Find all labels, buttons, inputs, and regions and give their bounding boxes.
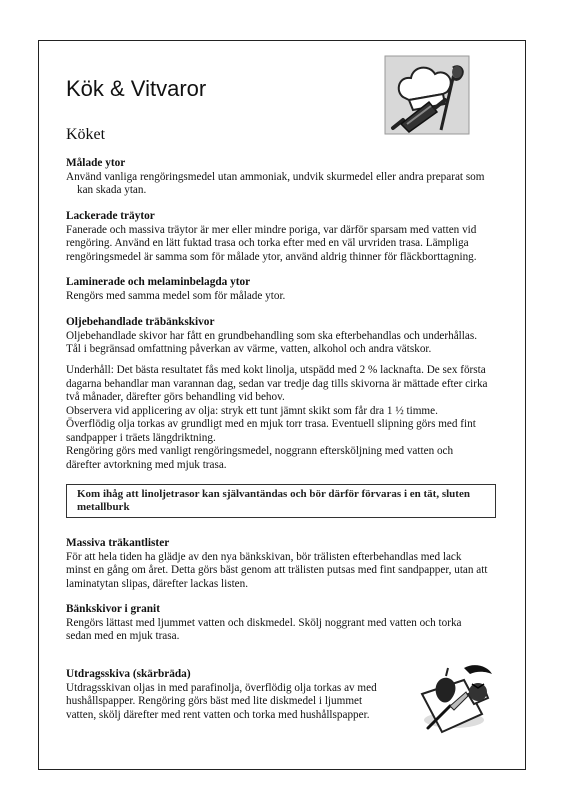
section-line: rengöringsmedel är samma som för målade ytor, använd aldrig thinner för fläckborttagning. <box>66 250 477 263</box>
section-line: Oljebehandlade skivor har fått en grundbehandling som ska efterbehandlas och underhållas. <box>66 329 478 342</box>
section-lackerade <box>66 210 498 264</box>
page-subtitle: Köket <box>66 126 106 143</box>
section-heading: Bänkskivor i granit <box>66 603 160 615</box>
section-line: laminatytan slipas, därefter lackas listen. <box>66 577 249 590</box>
section-line: vatten, skölj därefter med rent vatten och torka med hushållspapper. <box>66 708 370 721</box>
section-line: minst en gång om året. Detta görs bäst genom att trälisten putsas med fint sandpapper, utan att <box>66 564 488 576</box>
section-heading: Oljebehandlade träbänkskivor <box>66 316 215 328</box>
section-line: Överflödig olja torkas av grundligt med en mjuk torr trasa. Eventuell slipning görs med fint <box>66 418 476 430</box>
section-line: rengöring. Använd en lätt fuktad trasa och torka efter med en väl urvriden trasa. Lämpliga <box>66 237 469 249</box>
section-laminerade <box>66 276 498 303</box>
section-heading: Massiva träkantlister <box>66 537 170 549</box>
section-massiva <box>66 537 498 591</box>
section-heading: Lackerade träytor <box>66 210 155 222</box>
chef-hat-icon <box>383 54 471 136</box>
section-line: Tål i begränsad omfattning påverkan av värme, vatten, alkohol och andra vätskor. <box>66 343 432 355</box>
section-line: Utdragsskivan oljas in med parafinolja, överflödig olja torkas av med <box>66 681 377 694</box>
section-line: För att hela tiden ha glädje av den nya bänkskivan, bör trälisten efterbehandlas med lack <box>66 550 462 563</box>
section-malade <box>66 157 498 198</box>
section-line: två månader, därefter görs behandling vid behov. <box>66 391 285 403</box>
section-line: Rengöring görs med vanligt rengöringsmedel, noggrann eftersköljning med vatten och <box>66 445 454 457</box>
section-heading: Utdragsskiva (skärbräda) <box>66 668 191 680</box>
section-line: Rengörs lättast med ljummet vatten och diskmedel. Skölj noggrant med vatten och torka <box>66 616 462 629</box>
section-line: Underhåll: Det bästa resultatet fås med kokt linolja, utspädd med 2 % lacknafta. De sex första <box>66 364 486 376</box>
cutting-board-icon <box>408 654 500 746</box>
note-box: Kom ihåg att linoljetrasor kan självantändas och bör därför förvaras i en tät, sluten metallburk <box>66 484 496 518</box>
section-olje <box>66 316 498 357</box>
section-line: därefter avtorkning med mjuk trasa. <box>66 458 227 471</box>
section-granit <box>66 603 498 644</box>
section-line: kan skada ytan. <box>77 184 147 196</box>
section-line: Fanerade och massiva träytor är mer eller mindre poriga, var därför sparsam med vatten vid <box>66 223 477 236</box>
section-heading: Målade ytor <box>66 157 126 169</box>
section-line: hushållspapper. Rengöring görs bäst med lite diskmedel i ljummet <box>66 695 363 707</box>
section-heading: Laminerade och melaminbelagda ytor <box>66 276 251 288</box>
section-utdrag <box>66 668 406 722</box>
section-line: sandpapper i träets längdriktning. <box>66 431 216 444</box>
section-line: Rengörs med samma medel som för målade ytor. <box>66 289 286 302</box>
section-underhall <box>66 364 498 472</box>
section-line: Använd vanliga rengöringsmedel utan ammoniak, undvik skurmedel eller andra preparat som <box>66 170 485 183</box>
section-line: dagarna behandlar man varannan dag, sedan var tredje dag tills skivorna är mättade efter cirka <box>66 377 488 390</box>
section-line: sedan med en mjuk trasa. <box>66 630 180 642</box>
page-title: Kök & Vitvaror <box>66 76 207 101</box>
section-line: Observera vid applicering av olja: stryk ett tunt jämnt skikt som får dra 1 ½ timme. <box>66 404 438 417</box>
